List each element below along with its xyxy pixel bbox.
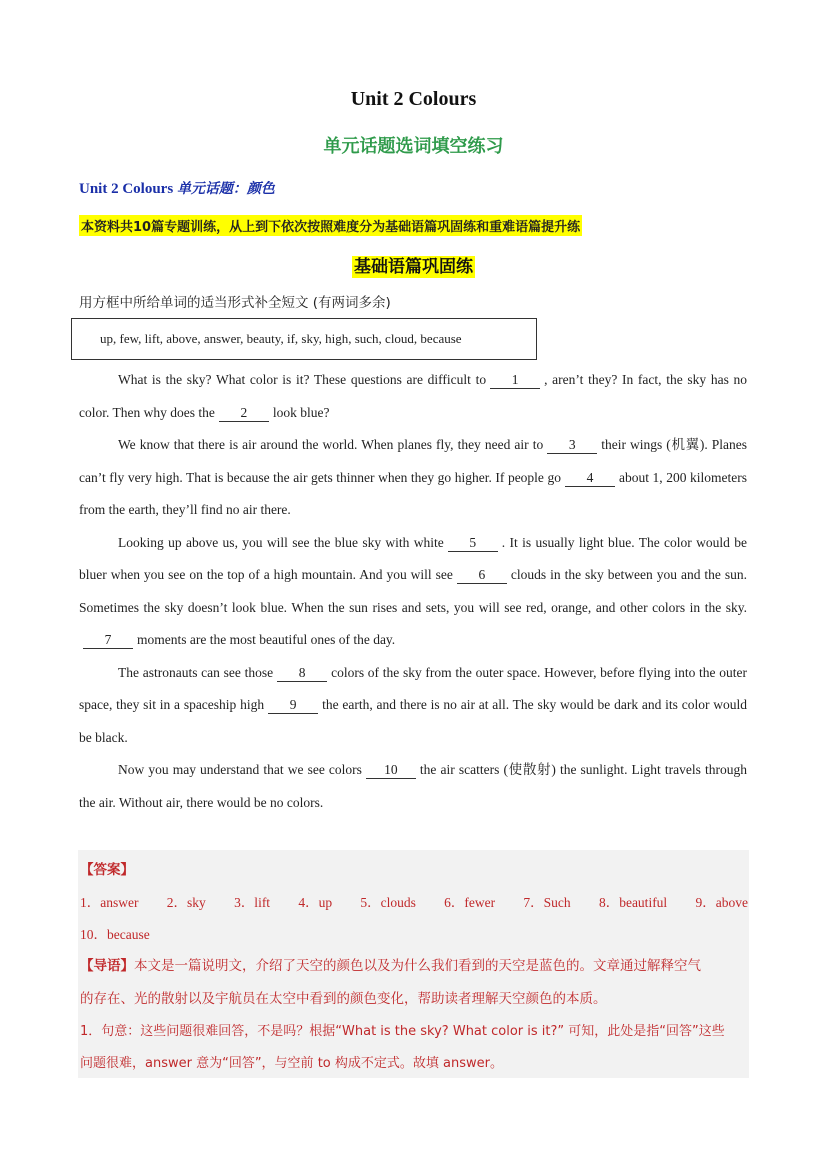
answer-label: 【答案】 (80, 862, 134, 878)
blank-3[interactable]: 3 (547, 437, 597, 454)
answer-item: 8．beautiful (598, 895, 668, 910)
answer-item: 3．lift (234, 895, 271, 910)
unit-label: Unit 2 Colours (79, 181, 174, 197)
page-title: Unit 2 Colours (350, 88, 477, 110)
text: moments are the most beautiful ones of the day. (137, 632, 396, 647)
answer-item: 7．Such (523, 895, 571, 910)
answer-list (80, 891, 748, 911)
text: Looking up above us, you will see the blue sky with white (118, 534, 444, 550)
paragraph-3 (79, 527, 747, 657)
text: The astronauts can see those (118, 664, 274, 680)
answer-item: 5．clouds (360, 895, 416, 910)
paragraph-4 (79, 657, 747, 755)
answer-item: 2．sky (166, 895, 206, 910)
unit-topic: 单元话题：颜色 (176, 181, 275, 197)
text: look blue? (272, 404, 330, 420)
word-box (71, 318, 537, 360)
answer-section (78, 850, 749, 1078)
text: about 1, 200 kilometers from the earth, they’ll find no air there. (79, 469, 747, 517)
explanation-line-1: 1．句意：这些问题很难回答，不是吗？根据“What is the sky? What color is it?” 可知，此处是指“回答”这些 (80, 1024, 725, 1039)
text: Now you may understand that we see colors (118, 762, 362, 777)
paragraph-2 (79, 429, 747, 527)
guide-line-2: 的存在、光的散射以及宇航员在太空中看到的颜色变化，帮助读者理解天空颜色的本质。 (80, 991, 607, 1007)
blank-2[interactable]: 2 (219, 405, 269, 422)
blank-5[interactable]: 5 (448, 535, 498, 552)
answer-item: 6．fewer (444, 895, 496, 910)
intro-highlight: 本资料共10篇专题训练，从上到下依次按照难度分为基础语篇巩固练和重难语篇提升练 (79, 215, 582, 236)
text: colors of the sky from the outer space. However, before flying into the outer space, they sit in a spaceship high (79, 664, 747, 712)
paragraph-5 (79, 754, 747, 819)
text: . It is usually light blue. The color would be bluer when you see on the top of a high mountain. And you will see (79, 534, 747, 582)
guide-line-1 (80, 954, 701, 974)
answer-item-10: 10．because (80, 927, 150, 942)
text: clouds in the sky between you and the sun. Sometimes the sky doesn’t look blue. When the sun rises and sets, you will see red, orange, and other colors in the sky. (79, 567, 748, 615)
text: What is the sky? What color is it? These questions are difficult to (118, 372, 487, 387)
section-heading-text: 基础语篇巩固练 (354, 257, 473, 277)
text: the earth, and there is no air at all. The sky would be dark and its color would be black. (79, 697, 747, 745)
text: the air scatters (使散射) the sunlight. Light travels through the air. Without air, there would be no colors. (79, 762, 747, 810)
exercise-instruction: 用方框中所给单词的适当形式补全短文 (有两词多余) (79, 295, 391, 311)
blank-6[interactable]: 6 (457, 567, 507, 584)
blank-9[interactable]: 9 (268, 697, 318, 714)
blank-1[interactable]: 1 (490, 372, 540, 389)
guide-label: 【导语】 (80, 958, 134, 974)
explanation-line-2: 问题很难，answer 意为“回答”，与空前 to 构成不定式。故填 answer。 (80, 1056, 503, 1071)
blank-8[interactable]: 8 (277, 665, 327, 682)
guide-text: 本文是一篇说明文，介绍了天空的颜色以及为什么我们看到的天空是蓝色的。文章通过解释空气 (134, 958, 701, 974)
unit-line (79, 178, 275, 198)
section-heading (0, 252, 827, 277)
paragraph-1 (79, 364, 747, 429)
answer-item: 4．up (298, 895, 333, 910)
text: We know that there is air around the world. When planes fly, they need air to (118, 437, 544, 452)
blank-7[interactable]: 7 (83, 632, 133, 649)
page-subtitle: 单元话题选词填空练习 (323, 136, 504, 157)
blank-4[interactable]: 4 (565, 470, 615, 487)
word-box-text: up, few, lift, above, answer, beauty, if, sky, high, such, cloud, because (100, 331, 462, 346)
text: their wings (机翼). Planes can’t fly very high. That is because the air gets thinner when they go higher. If people go (79, 437, 747, 485)
passage (79, 364, 747, 819)
answer-item: 9．above (695, 895, 748, 910)
answer-item: 1．answer (80, 895, 139, 910)
text: , aren’t they? In fact, the sky has no color. Then why does the (79, 372, 748, 420)
blank-10[interactable]: 10 (366, 762, 416, 779)
